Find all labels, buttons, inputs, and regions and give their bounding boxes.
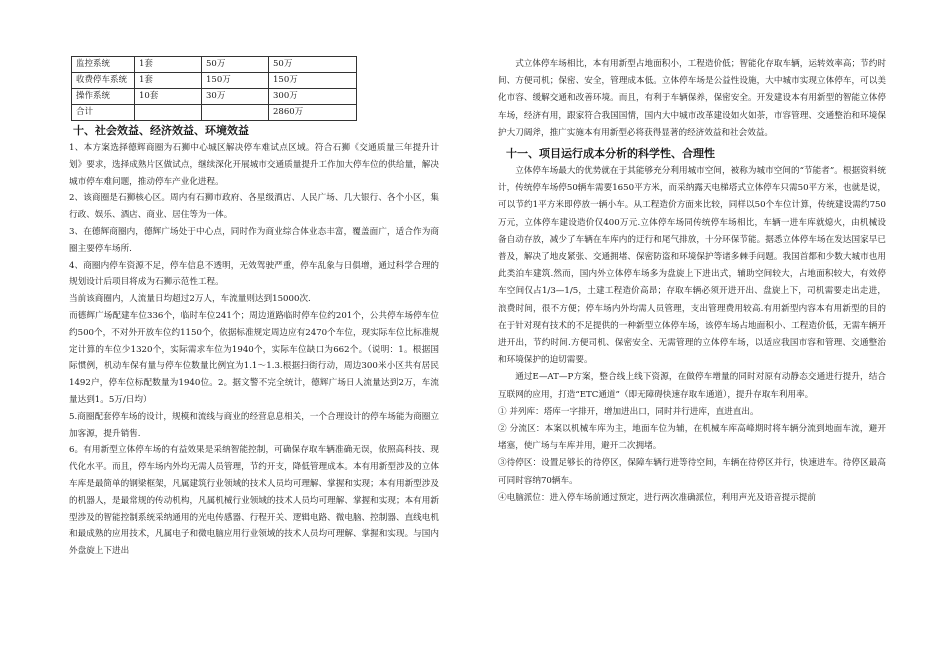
table-row — [72, 89, 357, 105]
table-cell: 1套 — [135, 73, 202, 89]
paragraph: 6。有用新型立体停车场的有益效果是采纳智能控制，可确保存取车辆准确无误，依照高科技、现代化水平。而且，停车场内外均无需人员管理，节约开支，降低管理成本。本有用新型涉及的立体车库是最简单的钢梁框架，凡属建筑行业领域的技术人员均可理解、掌握和实现；本有用新型涉及的机器人，是最常规的传动机构，凡属机械行业领域的技术人员均可理解、掌握和实现；本有用新型涉及的智能控制系统采纳通用的光电传感器、行程开关、逻辑电路、微电脑、控制器、直线电机和最成熟的应用技术，凡属电子和微电脑应用行业领域的技术人员均可理解、掌握和实现。与国内外盘旋上下进出 — [69, 445, 439, 557]
list-item: ④电脑派位：进入停车场前通过预定，进行两次准确派位，利用声光及语音提示提前 — [498, 492, 816, 503]
table-cell: 1套 — [135, 57, 202, 73]
table-cell: 150万 — [269, 73, 357, 89]
table-row — [72, 105, 357, 121]
paragraph: 5.商圈配套停车场的设计，规模和流线与商业的经营息息相关，一个合理设计的停车场能为商圈立加客源，提升销售. — [69, 411, 439, 439]
paragraph: 立体停车场最大的优势就在于其能够充分利用城市空间，被称为城市空间的“节能者”。根据资料统计，传统停车场停50辆车需要1650平方米，而采纳露天电梯塔式立体停车只需50平方米，也就是说，可以节约1平方米即停放一辆小车。从工程造价方面来比较，同样以50个车位计算，传统建设需约750万元，立体停车建设造价仅400万元.立体停车场同传统停车场相比，车辆一进车库就熄火，由机械设备自动存放，减少了车辆在车库内的迂行和尾气排放，十分环保节能。据悉立体停车场在发达国家早已普及，解决了地皮紧张、交通拥堵、保密防盗和环境保护等诸多棘手问题。我国首都和少数大城市也用此类泊车建筑.然而，国内外立体停车场多为盘旋上下进出式，辅助空间较大，占地面积较大，有效停车空间仅占1/3—1/5，土建工程造价高昂；存取车辆必须开进开出、盘旋上下，司机需要走出走进，浪费时间，很不方便；停车场内外均需人员管理，支出管理费用较高.有用新型内容本有用新型的目的在于针对现有技术的不足提供的一种新型立体停车场，该停车场占地面积小、工程造价低，无需车辆开进开出，节约时间.方便司机、保密安全、无需管理的立体停车场，以适应我国市容和管理、交通整治和环境保护的迫切需要。 — [498, 166, 886, 366]
right-column — [498, 56, 886, 507]
table-cell: 监控系统 — [72, 57, 135, 73]
table-cell — [135, 105, 202, 121]
table-row — [72, 57, 357, 73]
section-heading-11: 十一、项目运行成本分析的科学性、合理性 — [506, 147, 715, 161]
paragraph: 4、商圈内停车资源不足，停车信息不透明，无效驾驶严重，停车乱象与日俱增，通过科学合理的规划设计后项目将成为石狮示范性工程。 — [69, 260, 439, 288]
table-cell: 150万 — [202, 73, 269, 89]
paragraph: 1、本方案选择德辉商圈为石狮中心城区解决停车难试点区域。符合石狮《交通质量三年提升计划》要求，选择成熟片区做试点，继续深化开展城市交通质量提升工作加大停车位的供给量，解决城市停车难问题，推动停车产业化进程。 — [69, 143, 439, 187]
table-cell: 2860万 — [269, 105, 357, 121]
table-cell — [202, 105, 269, 121]
left-column — [69, 56, 439, 560]
table-cell: 合计 — [72, 105, 135, 121]
list-item: ① 并列库：塔库一字排开，增加进出口，同时并行进库，直进直出。 — [498, 406, 759, 417]
cost-table — [71, 56, 357, 121]
paragraph: 而德辉广场配建车位336个，临时车位241个；周边道路临时停车位约201个，公共停车场停车位约500个，不对外开放车位约1150个，依据标准规定周边应有2470个车位，现实际车位比标准规定计算的车位少1320个，实际需求车位为1940个，实际车位缺口为662个。（说明：1。根据国际惯例，机动车保有量与停车位数量比例宜为1.1～1.3.根据扫街行动，周边300米小区共有居民1492户，停车位标配数量为1940位。2。据文警不完全统计，德辉广场日人流量达到2万，车流量达到1。5万/日均） — [69, 310, 439, 405]
table-cell: 操作系统 — [72, 89, 135, 105]
list-item: ② 分流区：本案以机械车库为主，地面车位为辅，在机械车库高峰期时将车辆分流到地面车流，避开堵塞，使广场与车库并用，避开二次拥堵。 — [498, 424, 886, 452]
table-cell: 10套 — [135, 89, 202, 105]
table-cell: 收费停车系统 — [72, 73, 135, 89]
table-cell: 30万 — [202, 89, 269, 105]
paragraph: 2、该商圈是石狮核心区。周内有石狮市政府、各星级酒店、人民广场、几大银行、各个小区，集行政、娱乐、酒店、商业、居住等为一体。 — [69, 193, 439, 221]
table-cell: 50万 — [202, 57, 269, 73]
section-heading-10: 十、社会效益、经济效益、环境效益 — [73, 124, 249, 137]
paragraph: 当前该商圈内，人流量日均超过2万人，车流量则达到15000次. — [69, 294, 311, 305]
table-cell: 50万 — [269, 57, 357, 73]
paragraph: 3、在德辉商圈内，德辉广场处于中心点，同时作为商业综合体业态丰富，覆盖面广，适合作为商圈主要停车场所. — [69, 226, 439, 254]
paragraph: 式立体停车场相比，本有用新型占地面积小，工程造价低；智能化存取车辆，运转效率高；节约时间、方便司机；保密、安全，管理成本低。立体停车场是公益性设施，大中城市实现立体停车，可以美化市容、缓解交通和改善环境。而且，有利于车辆保养，保密安全。开发建设本有用新型的智能立体停车场，经济有用，跟家符合我国国情，国内大中城市改革建设如火如荼，市容管理、交通整治和环境保护大刀阔斧，推广实施本有用新型必将获得显著的经济效益和社会效益。 — [498, 59, 886, 138]
list-item: ③待停区：设置足够长的待停区，保障车辆行进等待空间，车辆在待停区并行，快速进车。待停区最高可同时容纳70辆车。 — [498, 458, 886, 486]
table-row — [72, 73, 357, 89]
paragraph: 通过E—AT—P方案，整合线上线下资源，在做停车增量的同时对原有动静态交通进行提升，结合互联网的应用，打造“ETC通道”（即无障碍快速存取车通道），提升存取车利用率。 — [498, 372, 886, 400]
table-cell: 300万 — [269, 89, 357, 105]
